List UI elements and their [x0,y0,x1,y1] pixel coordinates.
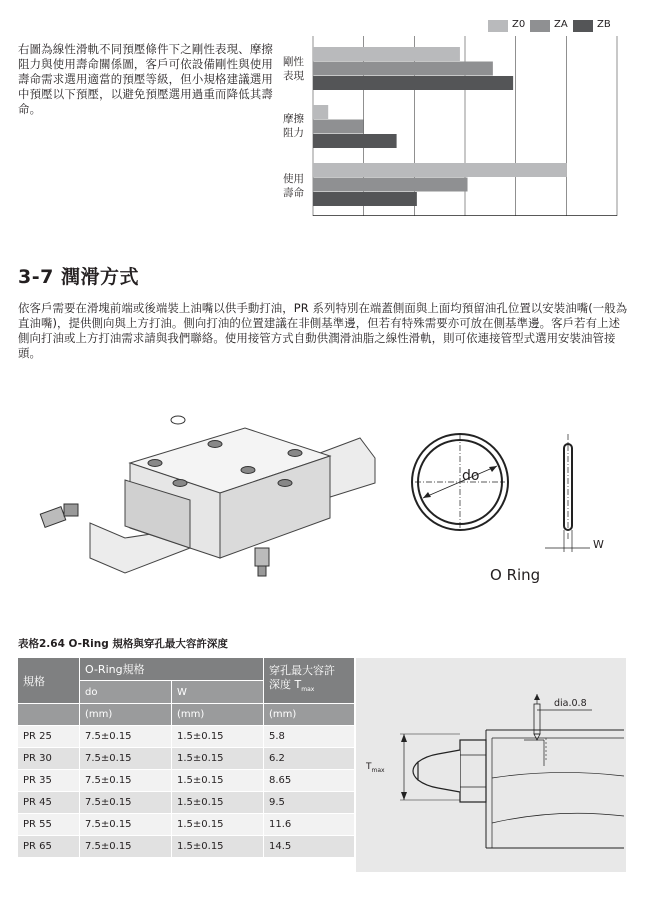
cell-w: 1.5±0.15 [172,814,264,836]
legend-label-zb: ZB [597,19,611,30]
unit-w: (mm) [172,704,264,726]
cell-w: 1.5±0.15 [172,836,264,858]
cell-do: 7.5±0.15 [80,748,172,770]
oring-diagram [405,430,615,560]
cell-depth: 5.8 [264,726,355,748]
header-spec: 規格 [18,658,80,704]
legend-label-za: ZA [554,19,568,30]
bar-zb-1 [313,134,397,148]
table-row [18,836,355,858]
cell-spec: PR 30 [18,748,80,770]
category-label-rigidity: 剛性表現 [283,56,304,82]
tmax-label: $T_{max}$ [366,762,385,774]
depth-diagram-panel [356,658,626,872]
bar-za-2 [313,178,468,192]
cell-spec: PR 65 [18,836,80,858]
cell-depth: 9.5 [264,792,355,814]
bar-z0-2 [313,163,566,177]
cell-spec: PR 55 [18,814,80,836]
cell-spec: PR 25 [18,726,80,748]
chart-plot [283,36,623,216]
cell-w: 1.5±0.15 [172,726,264,748]
bar-z0-0 [313,47,460,61]
cell-do: 7.5±0.15 [80,792,172,814]
unit-do: (mm) [80,704,172,726]
oring-do-label: do [462,468,480,484]
section-body: 依客戶需要在滑塊前端或後端裝上油嘴以供手動打油，PR 系列特別在端蓋側面與上面均預留油孔位置以安裝油嘴(一般為直油嘴)，提供側向與上方打油。側向打油的位置建議在非側基準邊，但若有特殊需要亦可放在側基準邊。客戶若有上述側向打油或上方打油需求請與我們聯絡。使用接管方式自動供潤滑油脂之線性滑軌，則可依連接管型式選用安裝油管接頭。 [18,301,628,360]
cell-spec: PR 45 [18,792,80,814]
cell-w: 1.5±0.15 [172,792,264,814]
depth-diagram [356,658,626,872]
bar-za-1 [313,120,364,134]
table-row [18,814,355,836]
section-title: 3-7 潤滑方式 [18,266,139,288]
cell-spec: PR 35 [18,770,80,792]
legend-swatch-za [530,20,550,32]
dia-label: dia.0.8 [554,698,587,709]
oring-caption: O Ring [490,566,541,584]
table-row [18,792,355,814]
preload-chart [283,36,623,216]
oring-w-label: W [593,538,604,551]
table-row [18,770,355,792]
bar-za-0 [313,62,493,76]
cell-w: 1.5±0.15 [172,748,264,770]
cell-do: 7.5±0.15 [80,814,172,836]
cell-w: 1.5±0.15 [172,770,264,792]
legend-label-z0: Z0 [512,19,526,30]
cell-do: 7.5±0.15 [80,770,172,792]
header-do: do [80,681,172,704]
oring-spec-table [18,658,355,858]
cell-do: 7.5±0.15 [80,726,172,748]
cell-depth: 14.5 [264,836,355,858]
unit-depth: (mm) [264,704,355,726]
legend-swatch-zb [573,20,593,32]
header-oring: O-Ring規格 [80,658,264,681]
table-row [18,726,355,748]
header-depth: 穿孔最大容許 深度 $T_{max}$ [264,658,355,704]
bar-zb-2 [313,192,417,206]
block-illustration [30,408,390,598]
bar-zb-0 [313,76,513,90]
category-label-friction: 摩擦阻力 [283,113,304,139]
category-label-life: 使用壽命 [283,173,304,199]
header-w: W [172,681,264,704]
cell-depth: 11.6 [264,814,355,836]
intro-paragraph: 右圖為線性滑軌不同預壓條件下之剛性表現、摩擦阻力與使用壽命關係圖，客戶可依設備剛性與使用壽命需求選用適當的預壓等級，但小規格建議選用中預壓以下預壓，以避免預壓選用過重而降低其壽命。 [18,42,273,116]
cell-depth: 8.65 [264,770,355,792]
legend-swatch-z0 [488,20,508,32]
unit-spec [18,704,80,726]
table-row [18,748,355,770]
table-caption: 表格2.64 O-Ring 規格與穿孔最大容許深度 [18,638,228,650]
cell-do: 7.5±0.15 [80,836,172,858]
cell-depth: 6.2 [264,748,355,770]
bar-z0-1 [313,105,328,119]
